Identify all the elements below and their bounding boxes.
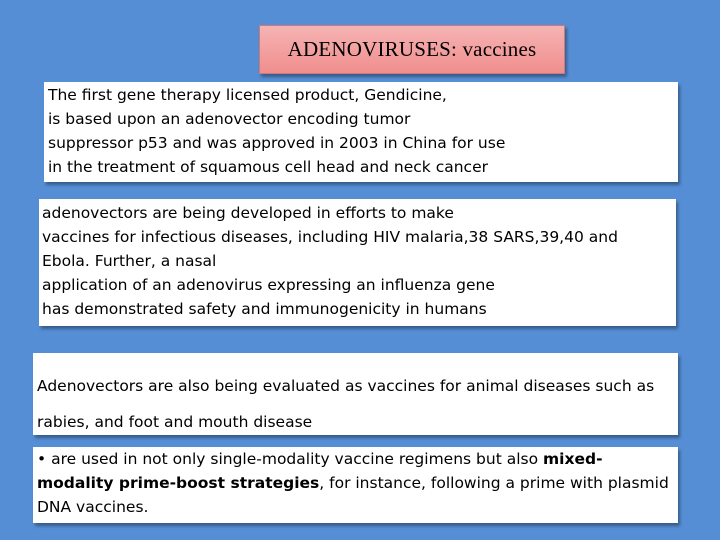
infectious-diseases-text-box — [39, 199, 676, 326]
slide-title-box — [259, 25, 565, 74]
gendicine-text-box — [44, 82, 678, 182]
animal-diseases-text: Adenovectors are also being evaluated as vaccines for animal diseases such as rabies, and foot and mouth disease — [37, 377, 655, 431]
animal-diseases-text-box — [33, 353, 678, 435]
text-before: are used in not only single-modality vaccine regimens but also — [51, 450, 543, 468]
text-line: is based upon an adenovector encoding tumor — [48, 110, 411, 128]
bold-phrase: mixed-modality prime-boost strategies — [37, 450, 603, 492]
text-line: vaccines for infectious diseases, including HIV malaria,38 SARS,39,40 and — [42, 228, 618, 246]
prime-boost-text — [37, 447, 674, 519]
text-line: in the treatment of squamous cell head and neck cancer — [48, 158, 488, 176]
text-line: Ebola. Further, a nasal — [42, 252, 217, 270]
text-after: , for instance, following a prime with plasmid DNA vaccines. — [37, 474, 669, 516]
prime-boost-text-box — [33, 447, 678, 523]
text-line: suppressor p53 and was approved in 2003 in China for use — [48, 134, 506, 152]
text-line: adenovectors are being developed in efforts to make — [42, 204, 454, 222]
text-line: The first gene therapy licensed product, Gendicine, — [48, 86, 447, 104]
text-line: application of an adenovirus expressing an influenza gene — [42, 276, 495, 294]
slide-title: ADENOVIRUSES: vaccines — [287, 37, 537, 61]
text-line: has demonstrated safety and immunogenicity in humans — [42, 300, 487, 318]
bullet: • — [37, 450, 47, 468]
